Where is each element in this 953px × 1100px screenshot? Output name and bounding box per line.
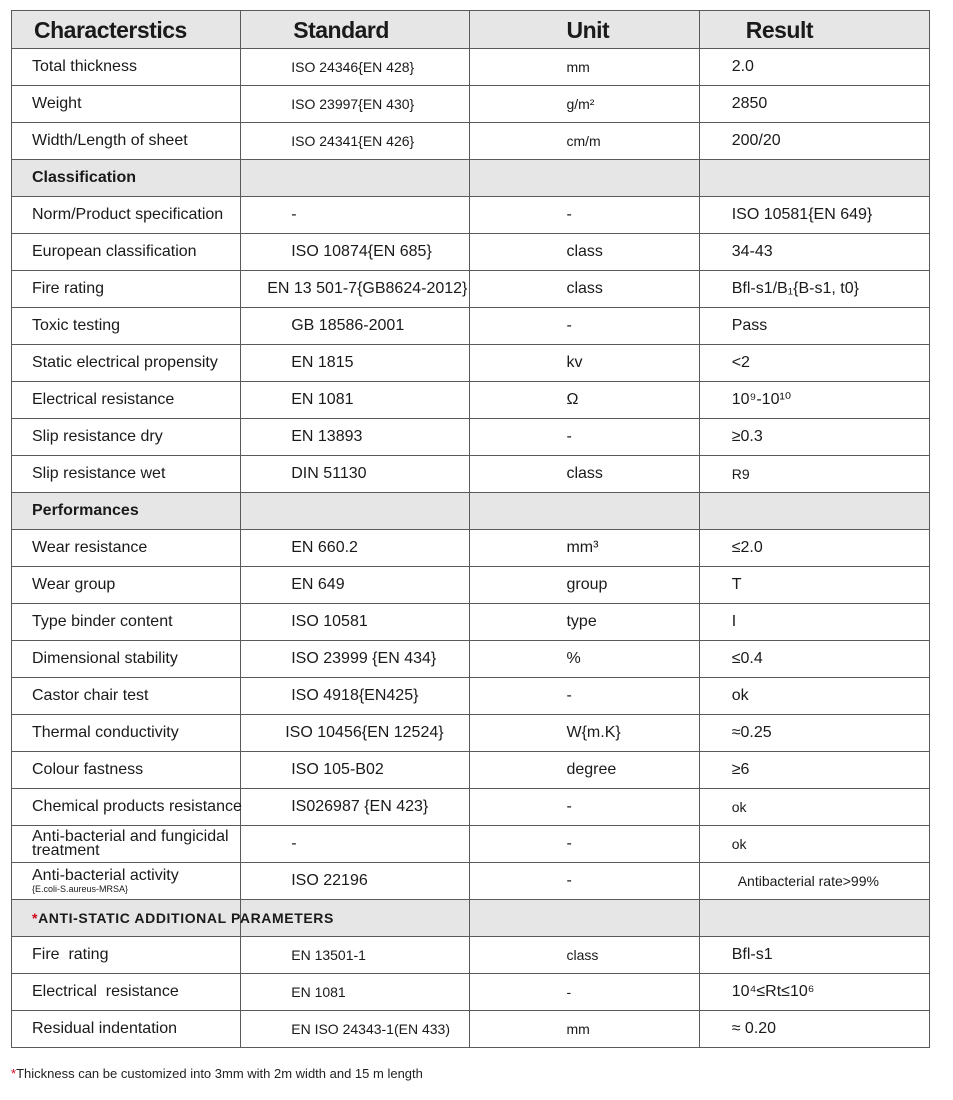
cell-characteristic: Electrical resistance <box>12 382 241 419</box>
cell-unit: - <box>470 826 699 863</box>
cell-unit: - <box>470 308 699 345</box>
cell-characteristic-text: Anti-bacterial activity <box>32 867 179 884</box>
cell-unit: class <box>470 271 699 308</box>
cell-unit: type <box>470 604 699 641</box>
table-row <box>12 937 930 974</box>
header-characteristics: Characterstics <box>12 11 241 49</box>
cell-standard: EN 1815 <box>241 345 470 382</box>
cell-characteristic: Colour fastness <box>12 752 241 789</box>
cell-standard: ISO 10581 <box>241 604 470 641</box>
cell-standard: EN 1081 <box>241 382 470 419</box>
cell-result: ≥6 <box>699 752 929 789</box>
cell-unit: - <box>470 197 699 234</box>
table-row <box>12 197 930 234</box>
cell-result: ok <box>699 678 929 715</box>
cell-unit: mm³ <box>470 530 699 567</box>
cell-characteristic: Slip resistance wet <box>12 456 241 493</box>
table-row <box>12 641 930 678</box>
cell-result: <2 <box>699 345 929 382</box>
table-row <box>12 456 930 493</box>
cell-characteristic: Dimensional stability <box>12 641 241 678</box>
cell-characteristic-text: Anti-bacterial and fungicidal treatment <box>32 828 229 859</box>
section-blank-cell <box>699 900 929 937</box>
table-row <box>12 974 930 1011</box>
cell-unit: kv <box>470 345 699 382</box>
table-row <box>12 567 930 604</box>
cell-characteristic: Norm/Product specification <box>12 197 241 234</box>
cell-standard: EN 660.2 <box>241 530 470 567</box>
section-row-performances <box>12 493 930 530</box>
section-blank-cell <box>470 160 699 197</box>
cell-characteristic: Wear group <box>12 567 241 604</box>
table-row <box>12 789 930 826</box>
table-row <box>12 271 930 308</box>
cell-standard: ISO 23997{EN 430} <box>241 86 470 123</box>
section-title: ANTI-STATIC ADDITIONAL PARAMETERS <box>38 910 334 926</box>
cell-characteristic: Castor chair test <box>12 678 241 715</box>
footnote-text: Thickness can be customized into 3mm with 2m width and 15 m length <box>16 1066 423 1081</box>
cell-unit: Ω <box>470 382 699 419</box>
cell-unit: - <box>470 974 699 1011</box>
cell-standard: EN 13893 <box>241 419 470 456</box>
cell-unit: - <box>470 863 699 900</box>
footnote <box>11 1066 423 1081</box>
table-row <box>12 678 930 715</box>
cell-result: ≤2.0 <box>699 530 929 567</box>
table-row <box>12 419 930 456</box>
cell-standard: ISO 10456{EN 12524} <box>241 715 470 752</box>
cell-result: 10⁹-10¹⁰ <box>699 382 929 419</box>
cell-characteristic: Wear resistance <box>12 530 241 567</box>
organism-note: {E.coli-S.aureus-MRSA} <box>32 884 129 894</box>
cell-unit: % <box>470 641 699 678</box>
cell-result: Pass <box>699 308 929 345</box>
cell-standard: ISO 105-B02 <box>241 752 470 789</box>
section-title: Classification <box>12 160 241 197</box>
table-row <box>12 1011 930 1048</box>
cell-result: Antibacterial rate>99% <box>699 863 929 900</box>
cell-result: ISO 10581{EN 649} <box>699 197 929 234</box>
cell-unit: - <box>470 678 699 715</box>
cell-characteristic: Slip resistance dry <box>12 419 241 456</box>
section-row-classification <box>12 160 930 197</box>
cell-unit: class <box>470 234 699 271</box>
cell-unit: mm <box>470 1011 699 1048</box>
footnote-star: * <box>11 1066 17 1081</box>
spec-table <box>11 10 930 1048</box>
cell-unit: cm/m <box>470 123 699 160</box>
section-title: Performances <box>12 493 241 530</box>
cell-standard: EN 13501-1 <box>241 937 470 974</box>
cell-standard: ISO 10874{EN 685} <box>241 234 470 271</box>
cell-characteristic <box>12 826 241 863</box>
table-row <box>12 49 930 86</box>
cell-standard: EN 649 <box>241 567 470 604</box>
cell-result: 34-43 <box>699 234 929 271</box>
cell-characteristic <box>12 863 241 900</box>
cell-standard: IS026987 {EN 423} <box>241 789 470 826</box>
table-row <box>12 382 930 419</box>
cell-unit: degree <box>470 752 699 789</box>
cell-result: Bfl-s1 <box>699 937 929 974</box>
cell-unit: - <box>470 789 699 826</box>
cell-standard: ISO 4918{EN425} <box>241 678 470 715</box>
table-row <box>12 123 930 160</box>
table-row <box>12 604 930 641</box>
section-blank-cell <box>241 493 470 530</box>
cell-result: I <box>699 604 929 641</box>
cell-characteristic: Type binder content <box>12 604 241 641</box>
cell-result: Bfl-s1/B₁{B-s1, t0} <box>699 271 929 308</box>
cell-unit: - <box>470 419 699 456</box>
cell-characteristic: Electrical resistance <box>12 974 241 1011</box>
table-row <box>12 715 930 752</box>
section-blank-cell <box>699 160 929 197</box>
table-row <box>12 863 930 900</box>
section-blank-cell <box>470 493 699 530</box>
table-row <box>12 826 930 863</box>
cell-unit: g/m² <box>470 86 699 123</box>
section-title-cell <box>12 900 334 937</box>
cell-characteristic: Total thickness <box>12 49 241 86</box>
cell-standard: ISO 24341{EN 426} <box>241 123 470 160</box>
table-row <box>12 530 930 567</box>
table-row <box>12 86 930 123</box>
cell-characteristic: Residual indentation <box>12 1011 241 1048</box>
cell-unit: class <box>470 456 699 493</box>
cell-result: ok <box>699 789 929 826</box>
section-blank-cell <box>470 900 699 937</box>
cell-characteristic: Chemical products resistance <box>12 789 241 826</box>
cell-result: ≥0.3 <box>699 419 929 456</box>
table-row <box>12 308 930 345</box>
cell-result: R9 <box>699 456 929 493</box>
cell-characteristic: Weight <box>12 86 241 123</box>
cell-standard: ISO 23999 {EN 434} <box>241 641 470 678</box>
cell-standard: EN 13 501-7{GB8624-2012} <box>241 271 470 308</box>
section-row-anti-static <box>12 900 930 937</box>
cell-unit: class <box>470 937 699 974</box>
section-blank-cell <box>699 493 929 530</box>
cell-characteristic: Thermal conductivity <box>12 715 241 752</box>
cell-unit: group <box>470 567 699 604</box>
cell-result: 200/20 <box>699 123 929 160</box>
cell-result: 2.0 <box>699 49 929 86</box>
header-row <box>12 11 930 49</box>
cell-standard: - <box>241 197 470 234</box>
cell-characteristic: Toxic testing <box>12 308 241 345</box>
cell-characteristic: Fire rating <box>12 271 241 308</box>
cell-characteristic: European classification <box>12 234 241 271</box>
header-standard: Standard <box>241 11 470 49</box>
cell-result: ≈0.25 <box>699 715 929 752</box>
cell-standard: ISO 22196 <box>241 863 470 900</box>
cell-standard: DIN 51130 <box>241 456 470 493</box>
cell-unit: W{m.K} <box>470 715 699 752</box>
table-row <box>12 345 930 382</box>
header-unit: Unit <box>470 11 699 49</box>
cell-standard: ISO 24346{EN 428} <box>241 49 470 86</box>
cell-result: ok <box>699 826 929 863</box>
section-blank-cell <box>241 160 470 197</box>
cell-result: ≤0.4 <box>699 641 929 678</box>
cell-result: 10⁴≤Rt≤10⁶ <box>699 974 929 1011</box>
cell-standard: EN ISO 24343-1(EN 433) <box>241 1011 470 1048</box>
cell-standard: GB 18586-2001 <box>241 308 470 345</box>
cell-characteristic: Width/Length of sheet <box>12 123 241 160</box>
table-row <box>12 234 930 271</box>
cell-result: 2850 <box>699 86 929 123</box>
cell-characteristic: Static electrical propensity <box>12 345 241 382</box>
header-result: Result <box>699 11 929 49</box>
cell-result: T <box>699 567 929 604</box>
cell-standard: EN 1081 <box>241 974 470 1011</box>
cell-characteristic: Fire rating <box>12 937 241 974</box>
cell-unit: mm <box>470 49 699 86</box>
cell-standard: - <box>241 826 470 863</box>
cell-result: ≈ 0.20 <box>699 1011 929 1048</box>
section-star: * <box>32 910 39 926</box>
table-row <box>12 752 930 789</box>
